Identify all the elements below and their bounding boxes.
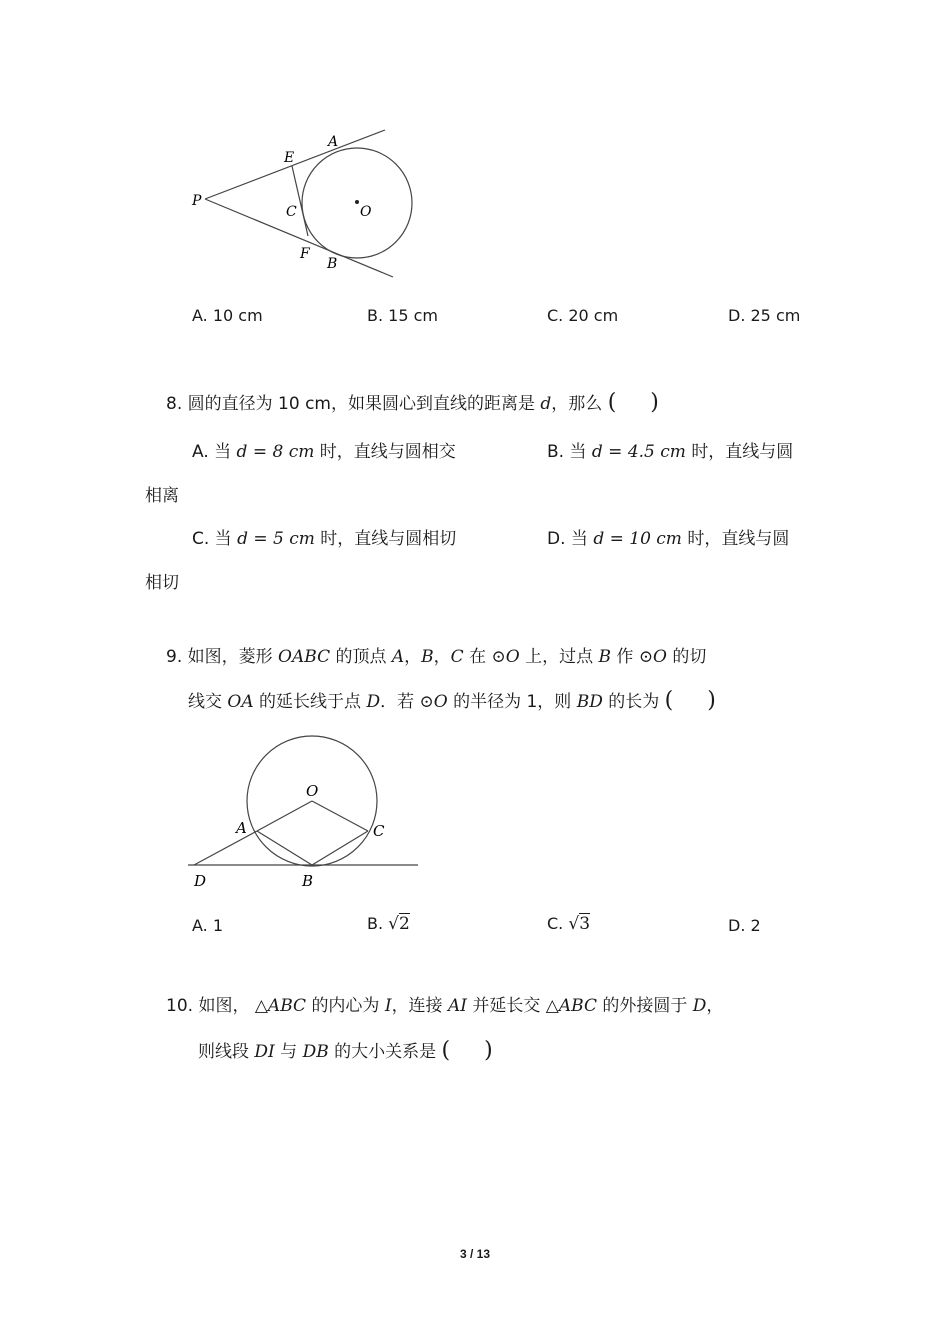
q9-stem-line1: [166, 645, 706, 669]
q10-math-d: D: [692, 996, 707, 1016]
q10-math-triangle-1: △ABC: [254, 996, 307, 1016]
label-p: P: [192, 193, 202, 209]
q10-stem-line1: [166, 994, 723, 1018]
label-e: E: [284, 150, 295, 166]
q9-text-1b: 的顶点: [335, 647, 387, 667]
q7-option-a: A. 10 cm: [192, 306, 263, 325]
segment-da: [194, 831, 257, 865]
q10-text-1a: 如图，: [198, 996, 250, 1016]
q9-option-c: [547, 913, 590, 935]
q9-option-a: A. 1: [192, 916, 224, 935]
q8-stem: [166, 391, 659, 416]
q9-math-bd: BD: [576, 692, 603, 712]
q9-math-circle-o-1: ⊙O: [491, 647, 520, 667]
q8-option-d-wrap: 相切: [145, 573, 179, 593]
q9-number: 9.: [166, 647, 183, 667]
q9-math-c: C: [450, 647, 464, 667]
q8-paren-close: ): [650, 390, 659, 415]
label-a-2: A: [236, 819, 247, 837]
q9-text-1e: 在: [469, 647, 487, 667]
q9-text-1g: 作: [616, 647, 634, 667]
q8-option-d-label: D. 当: [547, 529, 588, 549]
q8-option-d: [547, 527, 789, 551]
q9-math-circle-o-2: ⊙O: [638, 647, 667, 667]
q10-text-1e: 的外接圆于: [602, 996, 688, 1016]
q8-option-a-math: d = 8 cm: [236, 442, 315, 462]
q10-math-di: DI: [254, 1042, 275, 1062]
q8-stem-text: 圆的直径为 10 cm，如果圆心到直线的距离是: [187, 394, 535, 414]
q8-option-b-text: 时，直线与圆: [691, 442, 794, 462]
q9-option-d: D. 2: [728, 916, 761, 935]
q10-math-db: DB: [302, 1042, 329, 1062]
q9-math-b-2: B: [598, 647, 611, 667]
center-dot: [355, 200, 359, 204]
q8-option-d-text: 时，直线与圆: [687, 529, 790, 549]
label-b-2: B: [302, 872, 314, 890]
label-a: A: [328, 134, 339, 150]
q9-math-d: D: [366, 692, 381, 712]
q10-math-ai: AI: [447, 996, 467, 1016]
q8-option-a-label: A. 当: [192, 442, 232, 462]
q10-paren-open: (: [441, 1038, 451, 1063]
q9-option-b: [367, 913, 410, 935]
q9-option-b-label: B.: [367, 914, 384, 933]
q9-text-1f: 上，过点: [525, 647, 594, 667]
q10-number: 10.: [166, 996, 194, 1016]
q9-option-c-radicand: 3: [579, 914, 591, 934]
q8-option-c-math: d = 5 cm: [237, 529, 315, 549]
q7-option-b: B. 15 cm: [367, 306, 438, 325]
q9-text-2a: 线交: [188, 692, 222, 712]
label-d-2: D: [194, 872, 207, 890]
label-c: C: [286, 204, 297, 220]
q9-math-b: B: [421, 647, 434, 667]
q8-option-b-math: d = 4.5 cm: [591, 442, 686, 462]
q8-paren-open: (: [607, 390, 617, 415]
q9-math-oabc: OABC: [278, 647, 331, 667]
q9-text-2c: ．若: [380, 692, 415, 712]
segment-oa: [257, 801, 312, 831]
segment-oc: [312, 801, 368, 831]
sqrt-icon: √: [388, 914, 399, 934]
q8-option-b-label: B. 当: [547, 442, 587, 462]
q10-text-1f: ，: [706, 996, 724, 1016]
q10-text-1d: 并延长交: [472, 996, 541, 1016]
q10-text-2c: 的大小关系是: [334, 1042, 437, 1062]
q9-text-1c: ，: [404, 647, 422, 667]
q7-option-c: C. 20 cm: [547, 306, 619, 325]
q9-text-1a: 如图，菱形: [187, 647, 273, 667]
q9-text-2d: 的半径为 1，则: [453, 692, 572, 712]
q8-option-a: [192, 440, 456, 464]
q8-number: 8.: [166, 394, 183, 414]
tangent-ef: [292, 166, 308, 236]
tangent-pa: [205, 130, 385, 199]
figure-tangent-circle: [180, 120, 420, 290]
q8-option-d-math: d = 10 cm: [593, 529, 682, 549]
q9-option-c-label: C.: [547, 914, 564, 933]
q9-text-1d: ，: [433, 647, 451, 667]
q10-text-2b: 与: [280, 1042, 298, 1062]
q10-text-2a: 则线段: [198, 1042, 249, 1062]
q7-option-d: D. 25 cm: [728, 306, 801, 325]
label-b: B: [327, 256, 338, 272]
label-o-2: O: [306, 782, 319, 800]
q9-text-2e: 的长为: [608, 692, 660, 712]
label-c-2: C: [373, 822, 385, 840]
sqrt-icon: √: [568, 914, 580, 934]
q10-stem-line2: [198, 1039, 493, 1064]
q9-paren-close: ): [707, 688, 716, 713]
q8-option-c-label: C. 当: [192, 529, 232, 549]
q8-option-a-text: 时，直线与圆相交: [319, 442, 456, 462]
q9-math-circle-o-3: ⊙O: [419, 692, 448, 712]
label-f: F: [300, 246, 310, 262]
q9-math-oa: OA: [227, 692, 254, 712]
q9-text-1h: 的切: [672, 647, 707, 667]
q9-stem-line2: [188, 689, 716, 714]
q9-math-a: A: [391, 647, 405, 667]
q8-option-c-text: 时，直线与圆相切: [320, 529, 457, 549]
q10-math-i: I: [384, 996, 392, 1016]
q10-text-1c: ，连接: [391, 996, 443, 1016]
q8-option-b-wrap: 相离: [145, 486, 179, 506]
page-number: 3 / 13: [459, 1247, 491, 1261]
q8-stem-post: ，那么: [551, 394, 603, 414]
q10-text-1b: 的内心为: [311, 996, 380, 1016]
q9-option-b-radicand: 2: [399, 914, 410, 934]
q8-var-d: d: [540, 394, 552, 414]
figure-rhombus-circle: [180, 730, 430, 895]
q10-paren-close: ): [484, 1038, 493, 1063]
q8-option-b: [547, 440, 793, 464]
label-o: O: [360, 204, 372, 220]
q9-text-2b: 的延长线于点: [259, 692, 362, 712]
q10-math-triangle-2: △ABC: [545, 996, 597, 1016]
q8-option-c: [192, 527, 456, 551]
q9-paren-open: (: [664, 688, 674, 713]
